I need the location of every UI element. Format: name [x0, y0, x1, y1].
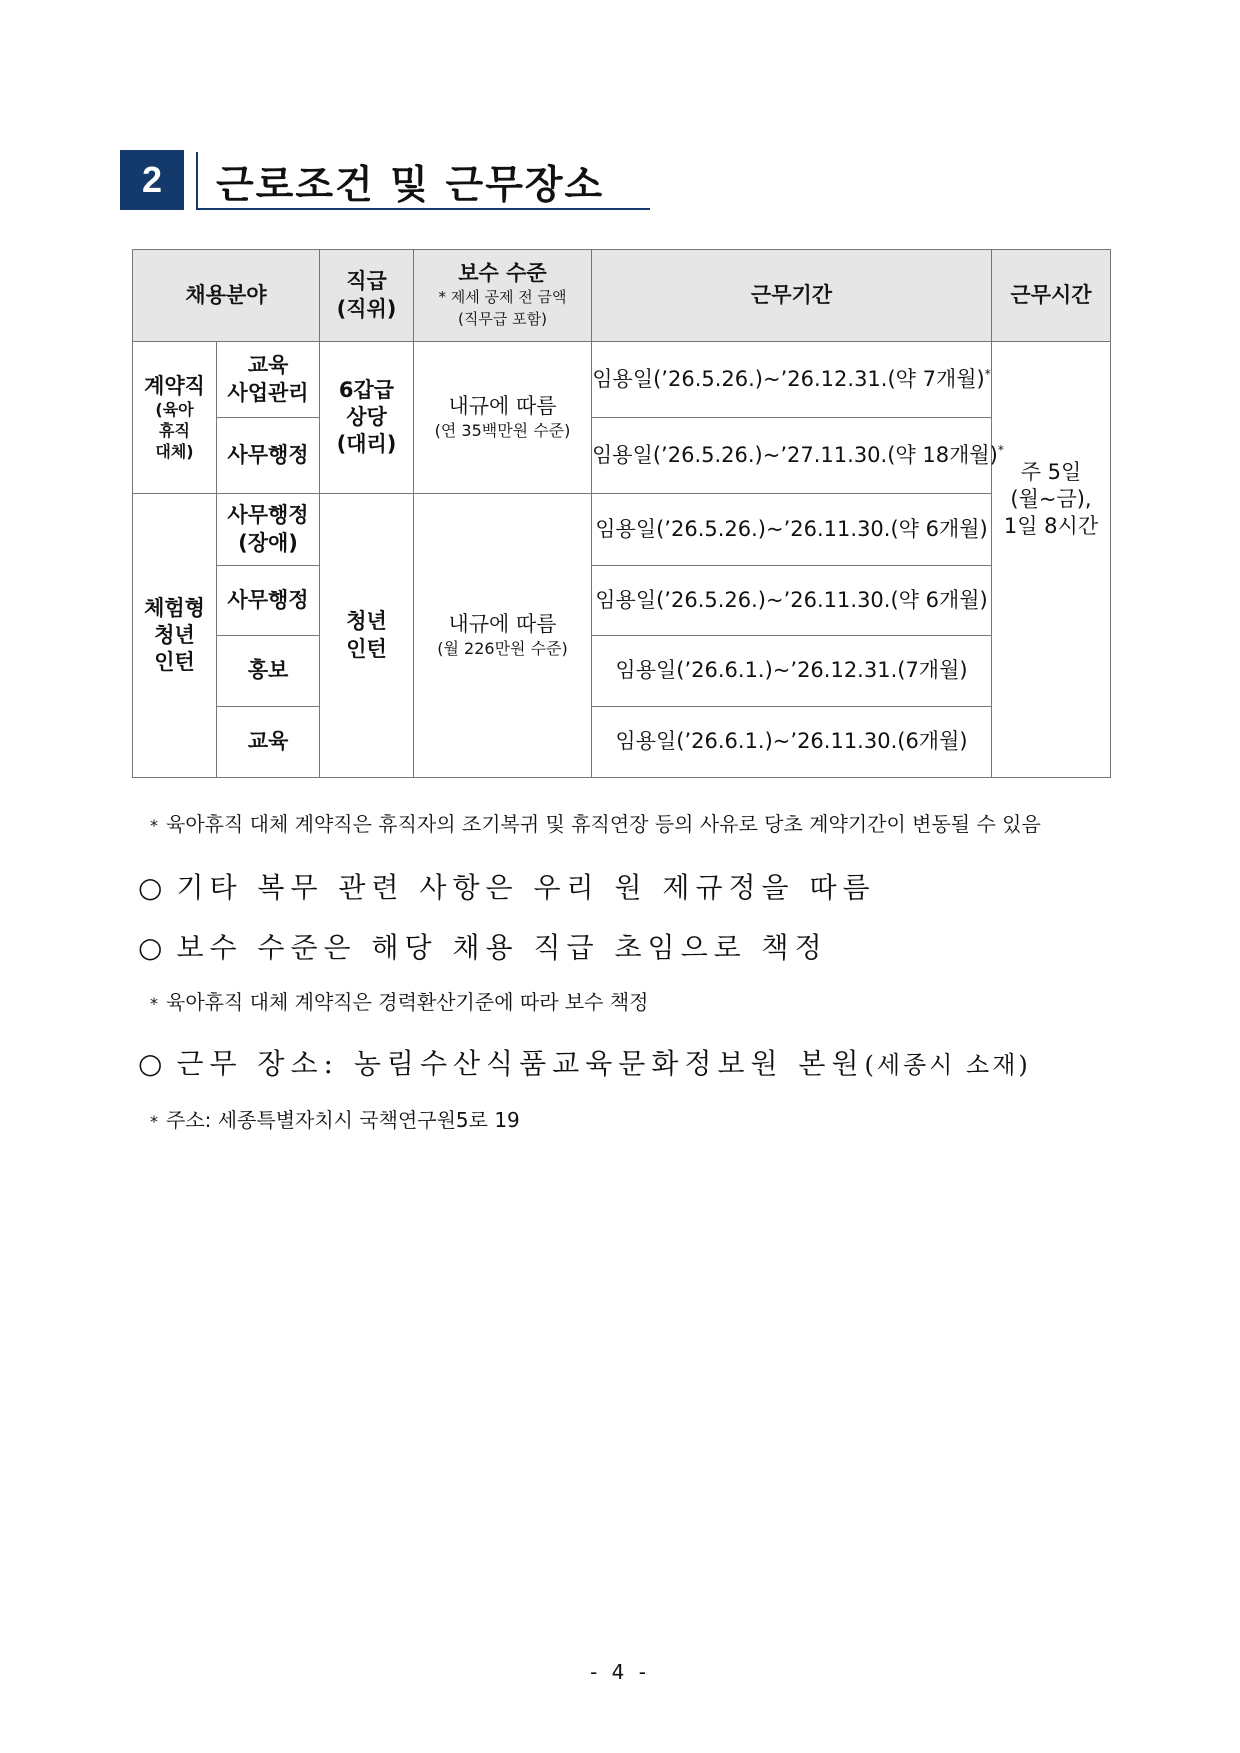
table-row [133, 636, 1111, 707]
bullet-pay-level: ○ 보수 수준은 해당 채용 직급 초임으로 책정 [138, 931, 828, 964]
period-cell: 임용일(’26.6.1.)~’26.11.30.(6개월) [592, 707, 992, 778]
bullet-workplace: ○ 근무 장소: 농림수산식품교육문화정보원 본원(세종시 소재) [138, 1047, 1031, 1080]
group2-label: 체험형 청년 인턴 [133, 494, 217, 778]
footnote-leave: * 육아휴직 대체 계약직은 휴직자의 조기복귀 및 휴직연장 등의 사유로 당초 계약기간이 변동될 수 있음 [150, 812, 1041, 836]
page-number: - 4 - [590, 1660, 650, 1684]
period-cell: 임용일(’26.5.26.)~’27.11.30.(약 18개월)* [592, 418, 992, 494]
header-hours: 근무시간 [992, 250, 1111, 342]
field-cell: 사무행정 (장애) [217, 494, 320, 566]
group2-grade: 청년 인턴 [320, 494, 414, 778]
table-row [133, 494, 1111, 566]
table-row [133, 342, 1111, 418]
field-cell: 홍보 [217, 636, 320, 707]
group1-pay: 내규에 따름 (연 35백만원 수준) [414, 342, 592, 494]
hours-cell: 주 5일 (월~금), 1일 8시간 [992, 342, 1111, 778]
group2-pay: 내규에 따름 (월 226만원 수준) [414, 494, 592, 778]
section-divider [196, 152, 198, 210]
field-cell: 교육 사업관리 [217, 342, 320, 418]
table-row [133, 566, 1111, 636]
field-cell: 사무행정 [217, 418, 320, 494]
section-title: 근로조건 및 근무장소 [216, 163, 605, 208]
header-field: 채용분야 [133, 250, 320, 342]
field-cell: 사무행정 [217, 566, 320, 636]
period-cell: 임용일(’26.5.26.)~’26.12.31.(약 7개월)* [592, 342, 992, 418]
group1-grade: 6갑급 상당 (대리) [320, 342, 414, 494]
header-pay: 보수 수준 * 제세 공제 전 금액 (직무급 포함) [414, 250, 592, 342]
table-row [133, 707, 1111, 778]
header-period: 근무기간 [592, 250, 992, 342]
table-row [133, 418, 1111, 494]
period-cell: 임용일(’26.5.26.)~’26.11.30.(약 6개월) [592, 566, 992, 636]
period-cell: 임용일(’26.5.26.)~’26.11.30.(약 6개월) [592, 494, 992, 566]
section-number-badge: 2 [120, 150, 184, 210]
conditions-table [132, 249, 1111, 778]
section-header [120, 150, 650, 212]
bullet-regulations: ○ 기타 복무 관련 사항은 우리 원 제규정을 따름 [138, 871, 876, 904]
header-grade: 직급 (직위) [320, 250, 414, 342]
period-cell: 임용일(’26.6.1.)~’26.12.31.(7개월) [592, 636, 992, 707]
header-row [133, 250, 1111, 342]
group1-label: 계약직 (육아 휴직 대체) [133, 342, 217, 494]
footnote-address: * 주소: 세종특별자치시 국책연구원5로 19 [150, 1108, 520, 1132]
footnote-career: * 육아휴직 대체 계약직은 경력환산기준에 따라 보수 책정 [150, 990, 649, 1014]
field-cell: 교육 [217, 707, 320, 778]
